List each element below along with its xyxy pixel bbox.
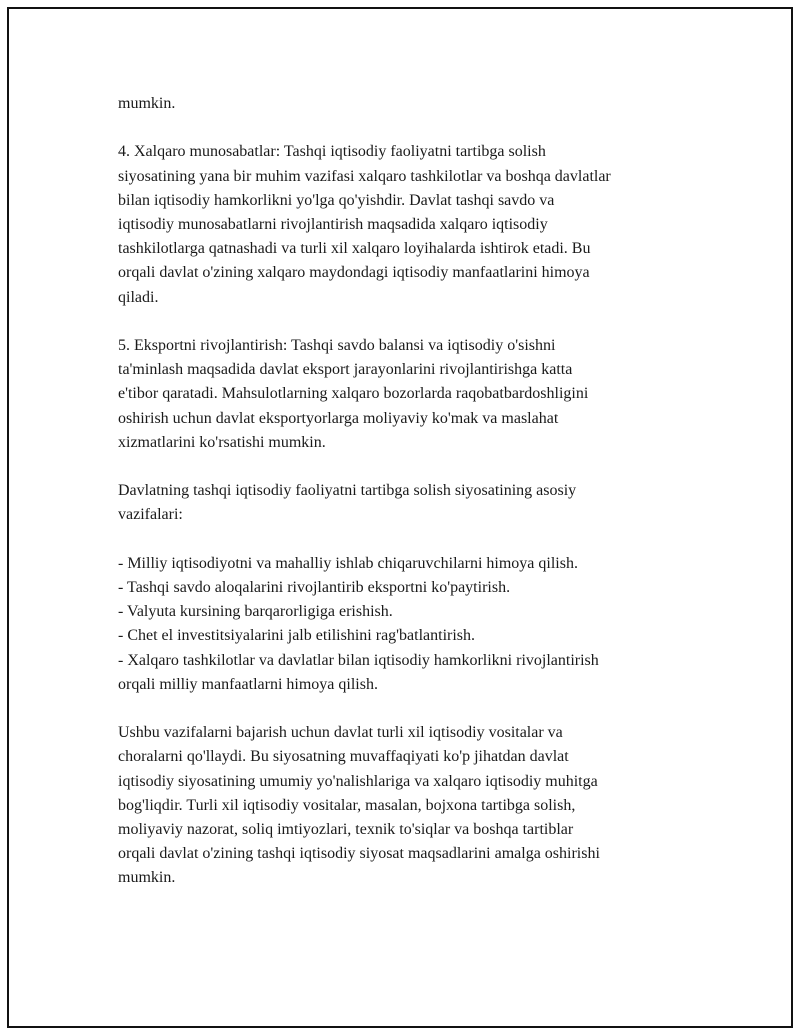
text-line: tashkilotlarga qatnashadi va turli xil xalqaro loyihalarda ishtirok etadi. Bu xyxy=(118,240,591,258)
paragraph-international-relations xyxy=(118,140,693,309)
list-item: orqali milliy manfaatlarni himoya qilish. xyxy=(118,675,378,693)
paragraph-continuation xyxy=(118,92,693,116)
paragraph-export-development xyxy=(118,334,693,455)
text-line: oshirish uchun davlat eksportyorlarga moliyaviy ko'mak va maslahat xyxy=(118,409,559,427)
text-line: orqali davlat o'zining xalqaro maydondagi iqtisodiy manfaatlarini himoya xyxy=(118,264,590,282)
text-line: Ushbu vazifalarni bajarish uchun davlat turli xil iqtisodiy vositalar va xyxy=(118,724,563,742)
text-line: qiladi. xyxy=(118,288,159,306)
text-line: mumkin. xyxy=(118,95,176,112)
text-line: bog'liqdir. Turli xil iqtisodiy vositalar, masalan, bojxona tartibga solish, xyxy=(118,796,576,814)
text-line: e'tibor qaratadi. Mahsulotlarning xalqaro bozorlarda raqobatbardoshligini xyxy=(118,385,589,403)
text-line: orqali davlat o'zining tashqi iqtisodiy siyosat maqsadlarini amalga oshirishi xyxy=(118,845,600,863)
text-line: mumkin. xyxy=(118,869,176,887)
text-line: bilan iqtisodiy hamkorlikni yo'lga qo'yishdir. Davlat tashqi savdo va xyxy=(118,191,555,209)
text-line: iqtisodiy munosabatlarni rivojlantirish maqsadida xalqaro iqtisodiy xyxy=(118,216,548,233)
paragraph-main-tasks-intro xyxy=(118,479,693,527)
text-line: xizmatlarini ko'rsatishi mumkin. xyxy=(118,433,326,451)
list-item: - Tashqi savdo aloqalarini rivojlantirib eksportni ko'paytirish. xyxy=(118,579,511,596)
list-item: - Valyuta kursining barqarorligiga erishish. xyxy=(118,603,393,621)
text-line: iqtisodiy siyosatining umumiy yo'nalishlariga va xalqaro iqtisodiy muhitga xyxy=(118,772,598,790)
text-line: moliyaviy nazorat, soliq imtiyozlari, texnik to'siqlar va boshqa tartiblar xyxy=(118,821,574,839)
text-line: choralarni qo'llaydi. Bu siyosatning muvaffaqiyati ko'p jihatdan davlat xyxy=(118,748,569,766)
text-line: 5. Eksportni rivojlantirish: Tashqi savdo balansi va iqtisodiy o'sishni xyxy=(118,337,556,354)
text-line: siyosatining yana bir muhim vazifasi xalqaro tashkilotlar va boshqa davlatlar xyxy=(118,167,611,185)
list-item: - Milliy iqtisodiyotni va mahalliy ishlab chiqaruvchilarni himoya qilish. xyxy=(118,554,578,572)
text-line: vazifalari: xyxy=(118,506,183,524)
text-line: 4. Xalqaro munosabatlar: Tashqi iqtisodiy faoliyatni tartibga solish xyxy=(118,143,546,161)
list-item: - Xalqaro tashkilotlar va davlatlar bilan iqtisodiy hamkorlikni rivojlantirish xyxy=(118,651,599,669)
text-line: Davlatning tashqi iqtisodiy faoliyatni tartibga solish siyosatining asosiy xyxy=(118,482,577,500)
text-line: ta'minlash maqsadida davlat eksport jarayonlarini rivojlantirishga katta xyxy=(118,361,573,379)
list-item: - Chet el investitsiyalarini jalb etilishini rag'batlantirish. xyxy=(118,627,476,645)
paragraph-conclusion xyxy=(118,721,693,890)
task-list xyxy=(118,552,693,697)
document-body xyxy=(118,92,693,915)
